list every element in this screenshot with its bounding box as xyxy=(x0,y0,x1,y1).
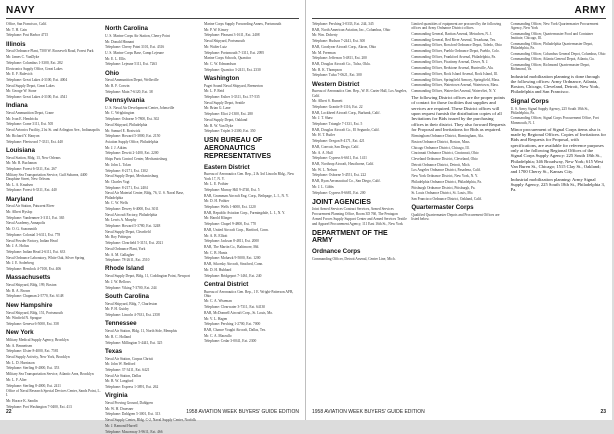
directory-entry: Commanding Officer, Atlanta General Depot, Atlanta, Ga. xyxy=(510,57,595,62)
body-paragraph: Industrial mobilization planning is done through the following offices: Army Ordnance, Atlanta, Boston, Chicago, Cleveland, Detroit, New York, Philadelphia and San Francisco. xyxy=(510,73,600,95)
directory-entry: Philadelphia Ordnance District, Philadelphia, Pa. xyxy=(411,179,482,184)
directory-entry: BAR, Chance Vought Aircraft, Dallas, Tex. xyxy=(204,327,267,332)
directory-entry: Mr. J. L. Gibbs xyxy=(312,184,334,189)
directory-entry: Office, San Francisco, Calif. xyxy=(6,22,48,26)
directory-entry: Mr. L. D. Harriason xyxy=(6,360,35,365)
directory-entry: Telephone: Hudson 7-2441, Ext. 300 xyxy=(312,39,366,44)
text-column xyxy=(312,22,407,402)
directory-entry: BAR, Ryan Aeronautical Co., San Diego, Calif. xyxy=(312,179,381,184)
directory-entry: Mr. Lewis A. Murphy xyxy=(105,218,137,223)
directory-entry: San Francisco Ordnance District, Oakland, Calif. xyxy=(411,196,482,201)
directory-entry: Mr. J. W. Bellows xyxy=(105,279,131,284)
directory-entry: BAR, Republic Aviation Corp., Farmingdale, L. I., N. Y. xyxy=(204,210,286,215)
directory-entry: Telephone: Wells 1-6000, Ext. 1220 xyxy=(204,205,256,210)
directory-entry: Mr. C. B. Huntz xyxy=(204,250,228,255)
directory-entry: Telephone: Chapman 2-5770, Ext. 6148 xyxy=(6,294,64,299)
directory-entry: Joint Armed Services Contract Services, Armed Services Procurement Planning Office, Room 3D 760, The Pentagon xyxy=(312,207,398,216)
directory-entry: Telephone: Esther 3-3311, Ext. 57-535 xyxy=(204,95,260,100)
directory-entry: Mr. D. H. Pothier xyxy=(204,199,230,204)
directory-entry: Mr. A. A. Hall xyxy=(312,150,333,155)
directory-entry: Telephone: Fleetwood 7-3311, Ext. 440 xyxy=(6,139,63,144)
section-heading: Tennessee xyxy=(105,320,137,328)
directory-entry: Mr. L. F. Alter xyxy=(6,377,27,382)
section-heading: Louisiana xyxy=(6,146,35,154)
left-page-number: 22 xyxy=(6,409,12,415)
directory-entry: Naval Supply Depot, Mechanicsburg xyxy=(105,174,159,179)
directory-entry: Telephone: Murray Hill 9-4740, Ext. 5 xyxy=(204,187,260,192)
directory-entry: Telephone: Jefferson 5-4811, Ext. 200 xyxy=(312,56,367,61)
directory-entry: Military Sea Transportation Service, Atlantic Area, Brooklyn xyxy=(6,372,94,377)
directory-entry: Mr. Walter Lutz xyxy=(204,44,227,49)
directory-entry: Mr. R. C. Holland xyxy=(105,334,131,339)
directory-entry: New York Ordnance District, New York, N. Y. xyxy=(411,174,478,179)
directory-entry: Telephone: Viking 7-3700, Ext. 244 xyxy=(105,285,157,290)
directory-entry: Telephone: Masonway 3-9611, Ext. 466 xyxy=(105,429,163,434)
directory-entry: Naval Avionics Facility, 21st St. and Arlington Ave., Indianapolis xyxy=(6,128,100,133)
directory-entry: Mr. B. W. Langford xyxy=(105,379,134,384)
directory-entry: Mr. P. W. Kinsey xyxy=(204,27,229,32)
directory-entry: Naval Ordnance Laboratory, White Oak, Silver Spring xyxy=(6,255,85,260)
directory-entry: Commanding Officer, Signal Corps Procurement Office, Fort Monmouth, N. J. xyxy=(510,116,599,125)
directory-entry: U. S. Army Signal Supply Agency, 225 South 18th St., Philadelphia, Pa. xyxy=(510,106,590,115)
header-rule xyxy=(312,18,606,19)
directory-entry: Commanding Officer, Philadelphia Quartermaster Depot, Philadelphia, Pa. xyxy=(510,41,594,51)
directory-entry: Mr. D. H. Hubbard xyxy=(204,267,232,272)
text-column xyxy=(411,22,506,402)
directory-entry: Mr. C. W. Wells xyxy=(105,201,129,206)
directory-entry: Telephone: Forest 6-3311, Ext. 440 xyxy=(6,188,57,193)
directory-entry: Bureau of Aeronautics Gen. Rep., W. R. Carter Hall, Los Angeles, Calif. xyxy=(312,89,408,98)
directory-entry: Limited quantities of equipment are procured by the following offices and Army Ordnance District offices. xyxy=(411,22,502,31)
directory-entry: Telephone: Lincoln 4-7631, Ext. 2358 xyxy=(105,313,160,318)
directory-entry: Mr. C. W. Edmondson xyxy=(204,61,237,66)
directory-entry: Pittsburgh Ordnance District, Pittsburgh, Pa. xyxy=(411,185,476,190)
directory-entry: Telephone: Oregon 8-4171, Ext. 421 xyxy=(312,139,365,144)
directory-entry: Mr. L. P. Reid xyxy=(204,89,225,94)
directory-entry: Naval Shipyard, Bldg. 7, Charleston xyxy=(105,301,158,306)
header-rule xyxy=(6,18,299,19)
directory-entry: Telephone: Pershing 1-2700, Ext. 7000 xyxy=(204,322,261,327)
directory-entry: BAR, McDonnell Aircraft Corp., St. Louis, Mo. xyxy=(204,310,274,315)
directory-entry: Naval Air Station, Bldg. 11, North Side, Memphis xyxy=(105,329,178,334)
directory-entry: Telephone: Cherry Point 3101, Ext. 4316 xyxy=(105,45,165,50)
directory-entry: Commanding General, Red River Arsenal, Texarkana, Tex. xyxy=(411,37,497,42)
section-heading: DEPARTMENT OF THE ARMY xyxy=(312,229,388,245)
directory-entry: Telephone: Dewey 6-4000, Ext. 3011 xyxy=(105,206,159,211)
directory-entry: Telephone: Colonial 3-6311, Ext. 778 xyxy=(6,232,61,237)
directory-entry: Naval Shipyard, Bldg. 199, Boston xyxy=(6,283,57,288)
directory-entry: Mr. R. F. Corwin xyxy=(105,84,130,89)
left-page-header: NAVY xyxy=(6,5,36,16)
right-running-footer: 1958 AVIATION WEEK BUYERS' GUIDE EDITION xyxy=(312,409,425,415)
directory-entry: Puget Sound Naval Shipyard, Bremerton xyxy=(204,83,263,88)
directory-entry: Naval Aircraft Factory, Philadelphia xyxy=(105,212,158,217)
body-paragraph: The following District offices are the proper points of contact for those facilities that supplies and services are required. These District offices will upon request furnish the distribution copies of all Invitations for Bids issued by the purchasing offices in their district. They also forward Requests for Proposal and Invitations for Bids as required. xyxy=(411,95,506,132)
directory-entry: Naval Air Material Center, Bldg. 76, U. S. Naval Base, Philadelphia xyxy=(105,191,185,200)
directory-entry: Telephone: 37-3411, Ext. 6421 xyxy=(105,367,150,372)
section-heading: Indiana xyxy=(6,102,28,110)
directory-entry: Telephone: 8-2171, Ext. 2404 xyxy=(105,185,148,190)
text-column xyxy=(105,22,200,434)
directory-entry: Mr. E. L. Ellis xyxy=(105,56,126,61)
directory-entry: Naval Ordnance Plant, 7500 W. Roosevelt Road, Forest Park xyxy=(6,49,94,54)
directory-entry: Bureau of Aeronautics Gen. Rep., 1 E. Wright-Patterson AFB, Ohio xyxy=(204,289,294,298)
directory-entry: Commanding Officer, Rock Island Arsenal, Rock Island, Ill. xyxy=(411,71,498,76)
directory-entry: Commanding Officer, Columbus General Depot, Columbus, Ohio xyxy=(510,51,606,56)
section-heading: Rhode Island xyxy=(105,265,144,273)
directory-entry: Naval Shipyard, Portsmouth xyxy=(204,39,245,44)
directory-entry: Commanding General, Raritan Arsenal, Metuchen, N. J. xyxy=(411,31,493,36)
directory-entry: Mr. Roy Pobiegos xyxy=(105,235,132,240)
directory-entry: Telephone: Eliot 2-1300, Ext. 280 xyxy=(204,112,253,117)
directory-entry: BAR, Northrop Aircraft, Hawthorne, Calif. xyxy=(312,161,375,166)
directory-entry: Armed Forces Supply Support Center and Armed Services Textile and Apparel Procurement Agency, 111 East 16th St., New York xyxy=(312,217,407,226)
directory-entry: Mr. M. Freeman xyxy=(312,50,336,55)
section-heading: Signal Corps xyxy=(510,97,549,105)
directory-entry: Telephone: Granite 8-1116, Ext. 22 xyxy=(312,104,363,109)
directory-entry: U. S. Marine Corps Air Station, Cherry Point xyxy=(105,33,170,38)
section-heading: New Hampshire xyxy=(6,301,53,309)
directory-entry: Mr. W. L. Nelson xyxy=(312,167,337,172)
section-heading: Eastern District xyxy=(204,163,250,171)
directory-entry: Mr. R. K. Thompson xyxy=(312,67,342,72)
directory-entry: Electronics Supply Office, Great Lakes xyxy=(6,66,63,71)
section-heading: Texas xyxy=(105,347,123,355)
directory-entry: BAR, The Martin Co., Baltimore, Md. xyxy=(204,244,260,249)
section-heading: Virginia xyxy=(105,392,128,400)
directory-entry: Telephone: Mohawk 9-5000, Ext. 1200 xyxy=(204,256,261,261)
directory-entry: Telephone: Columbus 1-3300, Ext. 282 xyxy=(6,60,63,65)
directory-entry: Telephone: Forest 6-3311, Ext. 267 xyxy=(6,167,57,171)
directory-entry: Commanding Officer, Detroit Arsenal, Center Line, Mich. xyxy=(312,256,396,261)
directory-entry: Telephone: Express 1-3891, Ext. 262 xyxy=(105,385,159,390)
directory-entry: Mr. P. H. Guidry xyxy=(105,307,129,312)
directory-entry: Mr. Winfield N. Sprague xyxy=(6,316,42,321)
directory-entry: Telephone: Cedar 3-0041, Ext. 2300 xyxy=(204,339,257,344)
directory-entry: Telephone: Port Washington 7-0400, Ext. 413 xyxy=(6,404,72,409)
directory-entry: Telephone: Millington 5-4441, Ext. 325 xyxy=(105,340,163,345)
directory-entry: Telephone: Chapel 9-4800, Ext. 770 xyxy=(204,222,257,227)
directory-entry: Mr. T. H. Cain xyxy=(6,27,27,32)
directory-entry: Telephone: Howard 5-3800, Ext. 2150 xyxy=(105,134,161,139)
directory-entry: Mr. J. Ramond Harrell xyxy=(105,423,138,428)
directory-entry: Telephone: Tulsa 7-0621, Ext. 300 xyxy=(312,73,362,78)
directory-entry: Naval Powder Factory, Indian Head xyxy=(6,238,58,243)
directory-entry: BAR, Douglas Aircraft Co., Tulsa, Okla. xyxy=(312,61,371,66)
section-heading: Central District xyxy=(204,280,249,288)
directory-entry: Naval Academy, Annapolis xyxy=(6,221,46,226)
directory-entry: Telephone: Pleasant 3-1611, Ext. 2408 xyxy=(204,33,260,38)
directory-entry: Naval Supply Depot, Bldg. 11, Coddington Point, Newport xyxy=(105,274,191,279)
section-heading: Western District xyxy=(312,80,360,88)
directory-entry: Naval Air Station, Dallas xyxy=(105,373,142,378)
left-running-footer: 1958 AVIATION WEEK BUYERS' GUIDE EDITION xyxy=(186,409,299,415)
directory-entry: Mr. A. M. Gallagher xyxy=(105,252,135,257)
directory-entry: Naval Supply Depot, Oakland xyxy=(204,117,248,122)
directory-entry: Mr. O. G. Soarasmith xyxy=(6,227,37,232)
body-paragraph: Industrial mobilization planning: Army Signal Supply Agency, 225 South 18th St., Philadelphia 3, Pa. xyxy=(510,176,605,193)
directory-entry: Telephone: Dewitt 2-1400, Ext. 2200 xyxy=(105,151,159,156)
directory-entry: Telephone: Cypress 6-6611, Ext. 1411 xyxy=(312,156,367,161)
right-page-number: 23 xyxy=(600,409,606,415)
directory-entry: Los Angeles Ordnance District, Pasadena, Calif. xyxy=(411,168,481,173)
directory-entry: Commanding Officer, Watervliet Arsenal, Watervliet, N. Y. xyxy=(411,88,497,93)
directory-entry: Telephone: 78-2611, Ext. 2510 xyxy=(105,258,150,263)
directory-entry: Mr. A. B. Elliott xyxy=(204,233,228,238)
directory-entry: U. S. Naval Air Development Center, Johnsville xyxy=(105,105,175,110)
directory-entry: BAR, Douglas Aircraft Co., El Segundo, Calif. xyxy=(312,127,380,132)
section-heading: Maryland xyxy=(6,195,34,203)
directory-entry: Telephone: Cypress 8-6681, Ext. 200 xyxy=(312,190,366,195)
directory-entry: Mr. Richard Y. Hanyon xyxy=(6,133,40,138)
directory-entry: Mr. V. L. Hagen xyxy=(204,316,228,321)
directory-entry: Telephone: Jackson 8-4811, Ext. 2000 xyxy=(204,239,259,244)
section-heading: Ohio xyxy=(105,69,120,77)
directory-entry: Telephone: Howard 5-3780, Ext. 3248 xyxy=(105,224,161,229)
left-page xyxy=(0,0,306,434)
directory-entry: Office of Naval Research Special Devices Center, Sands Point, L. I. xyxy=(6,389,101,398)
directory-entry: Telephone: Ulster 8-4000, Ext. 7581 xyxy=(6,349,59,354)
directory-entry: Chicago Ordnance District, Chicago, Ill. xyxy=(411,145,470,150)
right-page xyxy=(306,0,612,420)
directory-entry: Telephone: Sterling 8-4000, Ext. 2411 xyxy=(6,383,61,388)
directory-entry: Boston Ordnance District, Boston, Mass. xyxy=(411,139,471,144)
directory-entry: Mr. George W. Stone xyxy=(6,89,37,94)
directory-entry: Telephone: Hemlock 4-7100, Ext. 406 xyxy=(6,267,62,272)
directory-entry: Naval Ammunition Depot, Crane xyxy=(6,111,54,116)
directory-entry: Mr. James C. VanDyke xyxy=(6,55,40,60)
directory-entry: Military Sea Transportation Service, Gulf Subarea, 4400 Dauphine Street, New Orleans xyxy=(6,172,88,181)
directory-entry: Mr. H. T. Butler xyxy=(312,133,336,138)
section-heading: North Carolina xyxy=(105,25,148,32)
directory-entry: Mr. C. A. Wiseman xyxy=(204,299,232,304)
directory-entry: Naval Proving Ground, Dahlgren xyxy=(105,401,153,406)
directory-entry: BAR, Sikorsky Aircraft, Stratford, Conn. xyxy=(204,262,264,267)
directory-entry: Naval Station, Bldg. 13, New Orleans xyxy=(6,155,61,160)
directory-entry: Naval Shipyard, Bldg. 151, Portsmouth xyxy=(6,310,63,315)
directory-entry: Telephone: Lejeune 5111, Ext. 7263 xyxy=(105,62,157,67)
directory-entry: Birmingham Ordnance District, Birmingham, Ala. xyxy=(411,134,484,139)
directory-entry: Telephone: Portsmouth 7-1311, Ext. 2095 xyxy=(204,50,265,55)
directory-entry: Commanding Officer, Quartermaster Food and Container Institute, Chicago, Ill. xyxy=(510,31,594,41)
directory-entry: Telephone: Pershing 3-0333, Ext. 244, 345 xyxy=(312,22,374,26)
directory-entry: Naval Supply Activity, New York, Brooklyn xyxy=(6,355,70,360)
directory-entry: Telephone: Indian Head 2-6111, Ext. 633 xyxy=(6,249,66,254)
text-column xyxy=(6,22,101,409)
section-heading: Ordnance Corps xyxy=(312,248,361,256)
directory-entry: Commanding Officer, Picatinny Arsenal, Dover, N. J. xyxy=(411,60,489,65)
directory-entry: Telephone: Clearfield 5-3151, Ext. 2021 xyxy=(105,241,164,246)
directory-entry: Mr. Harold Klinger xyxy=(204,216,232,221)
directory-entry: Mr. Albert Hyslop xyxy=(6,210,33,215)
section-heading: USN BUREAU OF AERONAUTICS REPRESENTATIVES xyxy=(204,137,272,160)
directory-entry: Commanding Officer, Springfield Armory, Springfield, Mass. xyxy=(411,77,501,82)
directory-entry: BAR, Lockheed Aircraft Corp., Burbank, Calif. xyxy=(312,110,381,115)
directory-entry: Mr. C. Wrightington xyxy=(105,111,135,116)
directory-entry: Telephone: Triplet 3-2300, Ext. 350 xyxy=(204,129,256,134)
directory-entry: BAR, United Aircraft Corp., Hartford, Conn. xyxy=(204,227,269,232)
directory-entry: Mr. J. T. Shaw xyxy=(312,116,333,121)
directory-entry: Cincinnati Ordnance District, Cincinnati, Ohio xyxy=(411,151,479,156)
directory-entry: Cleveland Ordnance District, Cleveland, Ohio xyxy=(411,157,478,162)
directory-entry: St. Louis Ordnance District, St. Louis, Mo. xyxy=(411,191,474,196)
directory-entry: U. S. Marine Corps Base, Camp Lejeune xyxy=(105,50,164,55)
directory-entry: Detroit Ordnance District, Detroit, Mich. xyxy=(411,162,471,167)
directory-entry: BAR, Goodyear Aircraft Corp., Akron, Ohio xyxy=(312,44,377,49)
directory-entry: Mr. Horace K. Sandin xyxy=(6,399,38,404)
directory-entry: Mr. Samuel E. Bostwick xyxy=(105,128,141,133)
directory-entry: Naval Air Station, Patuxent River xyxy=(6,204,55,209)
text-column xyxy=(511,22,606,402)
directory-entry: Mr. Donald Hinnant xyxy=(105,39,135,44)
directory-entry: Bureau of Aeronautics Gen. Rep., 2 & 3rd Lincoln Bldg., New York 17, N. Y. xyxy=(204,172,295,181)
directory-entry: Telephone: Osborne 5-7800, Ext. 302 xyxy=(105,117,160,122)
directory-entry: Military Medical Supply Agency, Brooklyn xyxy=(6,337,69,342)
directory-entry: Mr. J. J. Atkins xyxy=(105,145,127,150)
section-heading: JOINT AGENCIES xyxy=(312,198,371,206)
directory-entry: Commanding Officer, Frankford Arsenal, Philadelphia, Pa. xyxy=(411,54,497,59)
section-heading: South Carolina xyxy=(105,292,150,300)
directory-entry: Telephone: Post Harbor 4715 xyxy=(6,33,49,38)
directory-entry: Naval Air Station, Corpus Christi xyxy=(105,356,154,361)
directory-entry: Telephone: Bridgeport 7-1461, Ext. 240 xyxy=(204,273,262,278)
directory-entry: Commanding Officer, Pueblo Ordnance Depot, Pueblo, Colo. xyxy=(411,49,500,54)
directory-entry: Ships Parts Control Center, Mechanicsburg xyxy=(105,157,168,162)
directory-entry: Mr. E. F. Rulevich xyxy=(6,72,33,77)
directory-entry: Telephone: Triangle 7-1331, Ext. 5 xyxy=(312,122,363,127)
text-column xyxy=(204,22,299,402)
body-paragraph: Minor procurement of Signal Corps items also is made by Regional Offices. Copies of Invitations for Bids and Requests for Proposal, with specifications, are available for reference purposes only at the following Regional Offices of the Signal Corps Supply Agency: 225 South 18th St., Philadelphia; 346 Broadway, New York; 615 West Van Buren St., Chicago; 1515 Clay St., Oakland; and 1700 Cherry St., Kansas City. xyxy=(510,126,606,175)
directory-entry: Telephone: Dahlgren 5-3001, Ext. 313 xyxy=(105,412,161,417)
directory-entry: Telephone: Quantico 3-2411, Ext. 2330 xyxy=(204,67,261,72)
directory-entry: Naval Supply Depot, Great Lakes xyxy=(6,83,55,88)
directory-entry: Commanding Officer, New York Quartermaster Procurement Agency, New York xyxy=(510,22,599,31)
directory-entry: Mr. L. E. Pothier xyxy=(204,182,229,187)
directory-entry: Naval Supply Center, Bldg. C-2, Naval Supply Center, Norfolk xyxy=(105,418,196,423)
directory-entry: BAR, Grumman Aircraft Eng. Corp., Bethpage, L. I., N. Y. xyxy=(204,193,289,198)
directory-entry: Mr. J. E. Soderberg xyxy=(6,261,34,266)
directory-entry: Telephone: Great Lakes 4-3100, Ext. 4004 xyxy=(6,77,68,82)
directory-entry: Commanding Officer, Watertown Arsenal, Watertown, Mass. xyxy=(411,83,499,88)
directory-entry: Mr. L. A. Knudsen xyxy=(6,182,33,187)
section-heading: Pennsylvania xyxy=(105,96,145,104)
directory-entry: Mr. Mr. R. Buchanan xyxy=(6,161,37,166)
directory-entry: Mr. John W. Bedford xyxy=(105,362,136,367)
directory-entry: Telephone: Geneva 6-5000, Ext. 358 xyxy=(6,321,59,326)
right-page-footer xyxy=(312,409,606,415)
directory-entry: Telephone: Clearwater 3-7311, Ext. 64130 xyxy=(204,305,266,310)
section-heading: Quartermaster Corps xyxy=(411,204,474,212)
directory-entry: BAR, Convair, San Diego, Calif. xyxy=(312,144,360,149)
directory-entry: Telephone: 8-2171, Ext. 1302 xyxy=(105,168,148,173)
directory-entry: Mr. C. A. Marzullo xyxy=(204,333,232,338)
right-page-header: ARMY xyxy=(574,5,606,16)
directory-entry: Telephone: Osborne 5-4551, Ext. 222 xyxy=(312,173,367,178)
directory-entry: Telephone: Vandenmee 3-3111, Ext. 365 xyxy=(6,215,65,220)
section-heading: Washington xyxy=(204,74,240,82)
directory-entry: Commanding Officer, Rossford Ordnance Depot, Toledo, Ohio xyxy=(411,43,502,48)
section-heading: New York xyxy=(6,329,34,337)
directory-entry: Telephone: Great Lakes 4-3100, Ext. 4541 xyxy=(6,95,68,100)
directory-entry: Naval Ammunition Depot, Wellsville xyxy=(105,78,159,83)
directory-entry: Mr. Charles Vogt xyxy=(105,179,130,184)
directory-entry: Naval Supply Depot, Clearfield xyxy=(105,229,151,234)
directory-entry: Qualified Quartermaster Depots and Procurement Offices are listed below. xyxy=(411,212,500,222)
directory-entry: Marine Corps Schools, Quantico xyxy=(204,56,252,61)
directory-entry: BAR, North American Aviation, Inc., Columbus, Ohio xyxy=(312,27,391,32)
directory-entry: Mr. J. A. Holtus xyxy=(6,244,29,249)
section-heading: Illinois xyxy=(6,40,26,48)
directory-entry: Telephone: Sterling 8-4000, Ext. 353 xyxy=(6,366,60,371)
directory-entry: Mr. Albert S. Burnett xyxy=(312,99,343,104)
directory-entry: Mr. Wm. Doherty xyxy=(312,33,338,38)
directory-entry: Mr. W. H. Druesner xyxy=(105,406,134,411)
directory-entry: Commanding Officer, Redstone Arsenal, Huntsville, Ala. xyxy=(411,66,494,71)
directory-entry: Mr. John L. Tolan xyxy=(105,162,131,167)
directory-entry: Mr. Ivan E. Hendricks xyxy=(6,116,39,121)
directory-entry: Commanding Officer, Richmond Quartermaster Depot, Richmond, Va. xyxy=(510,63,591,72)
right-page-columns xyxy=(312,22,606,402)
directory-entry: Mr. A. Bennettsen xyxy=(6,343,33,348)
directory-entry: Aviation Supply Office, Philadelphia xyxy=(105,139,159,144)
directory-entry: Telephone: Crane 3111, Ext. 505 xyxy=(6,122,54,127)
section-heading: Massachusetts xyxy=(6,274,51,282)
directory-entry: Mr. Brian G. Lane xyxy=(204,106,231,111)
directory-entry: Mr. R. A. Brown xyxy=(6,288,31,293)
directory-entry: Marine Corps Supply Forwarding Annex, Portsmouth xyxy=(204,22,282,26)
directory-entry: Naval Supply Depot, Seattle xyxy=(204,100,245,105)
directory-entry: Naval Ordnance Plant, York xyxy=(105,246,146,251)
directory-entry: Telephone: Main 7-6120, Ext. 38 xyxy=(105,89,153,94)
directory-entry: Mr. R. W. Van Dyke xyxy=(204,123,234,128)
directory-entry: Naval Shipyard, Philadelphia xyxy=(105,122,148,127)
